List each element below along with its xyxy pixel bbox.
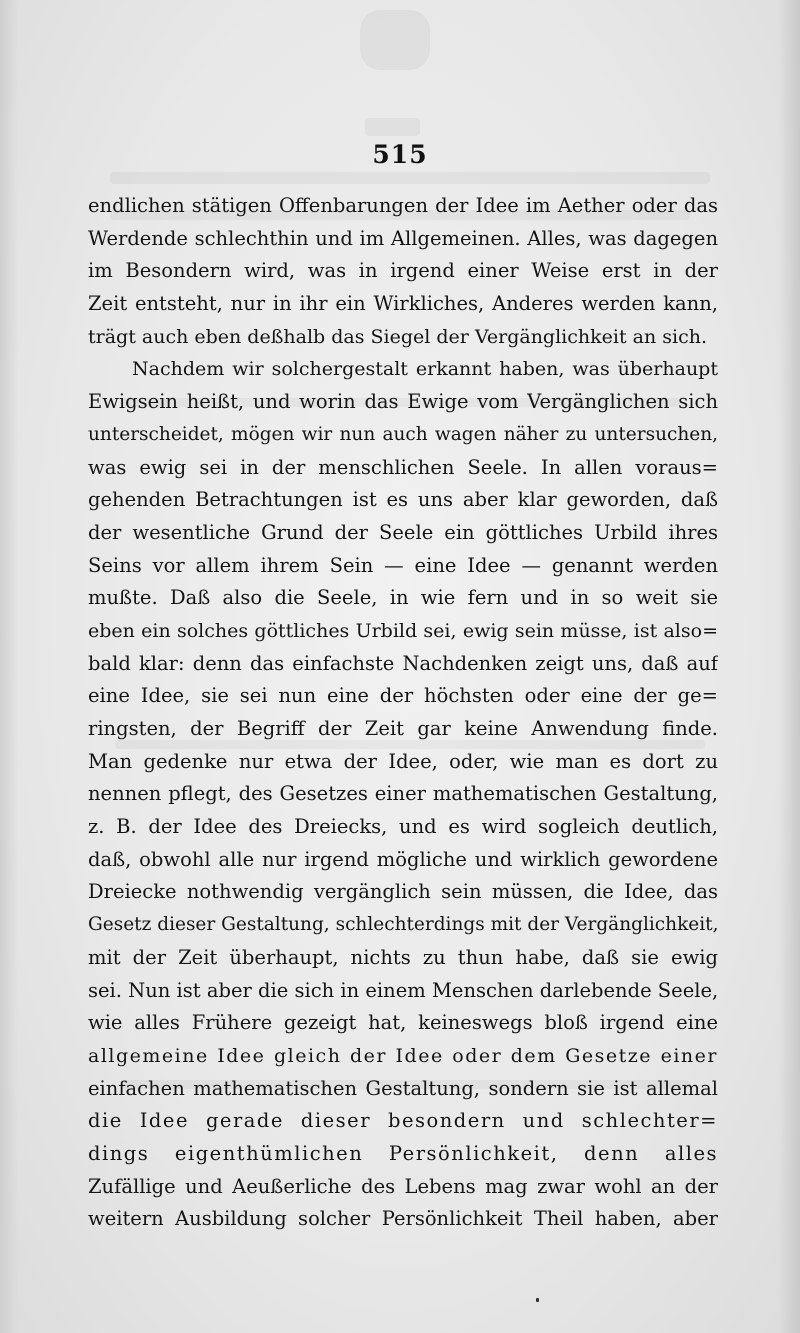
text-line: nennen pflegt, des Gesetzes einer mathematischen Gestaltung, (88, 782, 718, 806)
text-line: Dreiecke nothwendig vergänglich sein müssen, die Idee, das (88, 880, 718, 904)
text-line: daß, obwohl alle nur irgend mögliche und wirklich gewordene (88, 847, 718, 871)
text-line: sei. Nun ist aber die sich in einem Menschen darlebende Seele, (88, 978, 718, 1002)
text-line: die Idee gerade dieser besondern und schlechter= (88, 1109, 718, 1133)
text-line: gehenden Betrachtungen ist es uns aber klar geworden, daß (88, 488, 718, 512)
text-line: mußte. Daß also die Seele, in wie fern und in so weit sie (88, 586, 718, 610)
page-shadow-left (0, 0, 18, 1333)
text-line: einfachen mathematischen Gestaltung, sondern sie ist allemal (88, 1076, 718, 1100)
text-line: Zufällige und Aeußerliche des Lebens mag zwar wohl an der (88, 1174, 718, 1198)
text-line: Werdende schlechthin und im Allgemeinen. Alles, was dagegen (88, 226, 718, 250)
text-line: Gesetz dieser Gestaltung, schlechterdings mit der Vergänglichkeit, (88, 914, 718, 936)
text-line: der wesentliche Grund der Seele ein göttliches Urbild ihres (88, 520, 718, 544)
text-line: weitern Ausbildung solcher Persönlichkeit Theil haben, aber (88, 1207, 718, 1231)
text-line: Nachdem wir solchergestalt erkannt haben, was überhaupt (132, 358, 718, 381)
text-line: allgemeine Idee gleich der Idee oder dem Gesetze einer (88, 1044, 718, 1067)
text-line: Seins vor allem ihrem Sein — eine Idee — genannt werden (88, 553, 718, 577)
text-line: Zeit entsteht, nur in ihr ein Wirkliches, Anderes werden kann, (88, 292, 718, 316)
page-number: 515 (372, 140, 428, 169)
text-line: eine Idee, sie sei nun eine der höchsten oder eine der ge= (88, 684, 718, 708)
text-line: im Besondern wird, was in irgend einer Weise erst in der (88, 259, 718, 283)
text-line: Man gedenke nur etwa der Idee, oder, wie man es dort zu (88, 749, 718, 773)
text-line: bald klar: denn das einfachste Nachdenken zeigt uns, daß auf (88, 651, 718, 675)
text-line: wie alles Frühere gezeigt hat, keineswegs bloß irgend eine (88, 1011, 718, 1035)
page-shadow-right (778, 0, 800, 1333)
text-line: endlichen stätigen Offenbarungen der Idee im Aether oder das (88, 194, 718, 217)
text-line: ringsten, der Begriff der Zeit gar keine Anwendung finde. (88, 717, 718, 740)
text-line: mit der Zeit überhaupt, nichts zu thun habe, daß sie ewig (88, 945, 718, 969)
text-line: unterscheidet, mögen wir nun auch wagen näher zu untersuchen, (88, 423, 718, 445)
text-line: trägt auch eben deßhalb das Siegel der Vergänglichkeit an sich. (88, 325, 707, 348)
text-line: dings eigenthümlichen Persönlichkeit, denn alles (88, 1141, 718, 1165)
text-line: eben ein solches göttliches Urbild sei, ewig sein müsse, ist also= (88, 619, 718, 642)
text-line: was ewig sei in der menschlichen Seele. In allen voraus= (88, 455, 718, 479)
text-line: z. B. der Idee des Dreiecks, und es wird sogleich deutlich, (88, 815, 718, 839)
ink-speck (536, 1298, 539, 1302)
text-line: Ewigsein heißt, und worin das Ewige vom Vergänglichen sich (88, 390, 718, 414)
body-text (88, 190, 718, 1236)
